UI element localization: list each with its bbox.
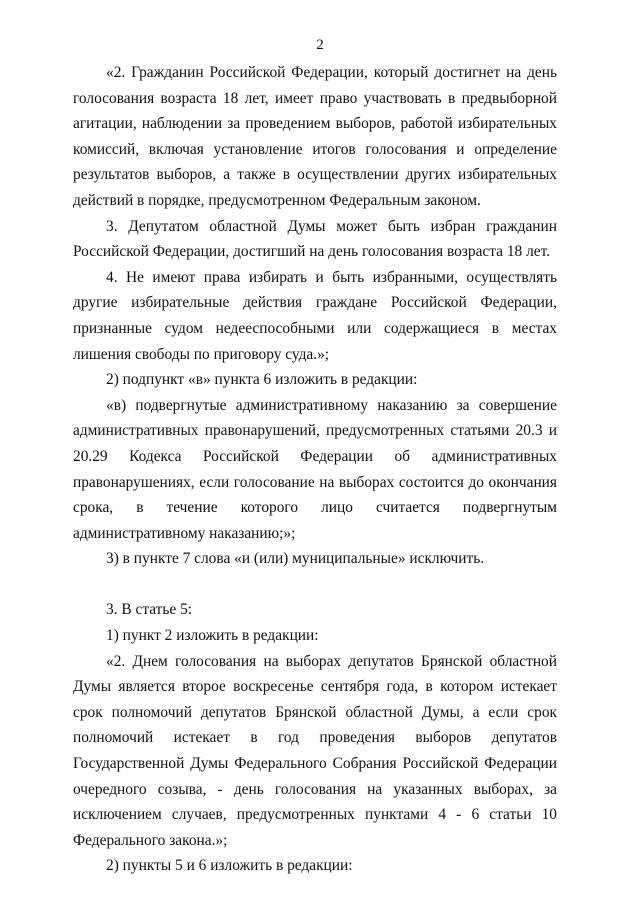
page-number: 2 [316,37,324,53]
paragraph-article-5-heading: 3. В статье 5: [106,601,193,619]
document-body [73,60,557,879]
paragraph-article-5-item-2: 2) пункты 5 и 6 изложить в редакции: [106,857,353,875]
paragraph-clause-3-deputy-eligibility: 3. Депутатом областной Думы может быть избран гражданин Российской Федерации, достигший на день голосования возраста 18 лет. [73,217,557,261]
paragraph-subclause-v-text: «в) подвергнутые административному наказанию за совершение административных правонарушений, предусмотренных статьями 20.3 и 20.29 Кодекса Российской Федерации об административных правонарушениях, если голосование на выборах состоится до окончания срока, в течение которого лицо считается подвергнутым административному наказанию;»; [73,396,557,542]
paragraph-clause-4-disqualification: 4. Не имеют права избирать и быть избранными, осуществлять другие избирательные действия граждане Российской Федерации, признанные судом недееспособными или содержащиеся в местах лишения свободы по приговору суда.»; [73,268,557,363]
paragraph-article-5-item-1: 1) пункт 2 изложить в редакции: [106,627,319,645]
paragraph-clause-2-citizen-rights: «2. Гражданин Российской Федерации, который достигнет на день голосования возраста 18 лет, имеет право участвовать в предвыборной агитации, наблюдении за проведением выборов, работой избирательных комиссий, включая установление итогов голосования и определение результатов выборов, а также в осуществлении других избирательных действий в порядке, предусмотренном Федеральным законом. [73,64,557,209]
paragraph-voting-day-text: «2. Днем голосования на выборах депутатов Брянской областной Думы является второе воскресенье сентября года, в котором истекает срок полномочий депутатов Брянской областной Думы, а если срок полномочий истекает в год проведения выборов депутатов Государственной Думы Федерального Собрания Российской Федерации очередного созыва, - день голосования на указанных выборах, за исключением случаев, предусмотренных пунктами 4 - 6 статьи 10 Федерального закона.»; [73,652,557,849]
paragraph-subclause-3-exclusion: 3) в пункте 7 слова «и (или) муниципальные» исключить. [106,550,485,568]
paragraph-subclause-2-amendment: 2) подпункт «в» пункта 6 изложить в редакции: [106,371,418,389]
paragraph-spacer [73,572,557,598]
